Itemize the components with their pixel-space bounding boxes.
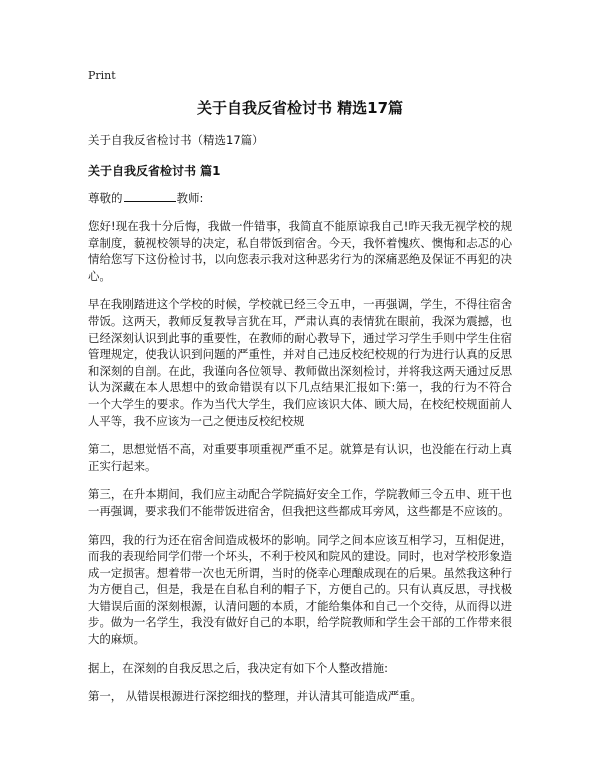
document-title: 关于自我反省检讨书 精选17篇 [196,99,404,117]
body-paragraph-1: 您好!现在我十分后悔，我做一件错事，我简直不能原谅我自己!昨天我无视学校的规章制度，藐视校领导的决定，私自带饭到宿舍。今天，我怀着愧疚、懊悔和忐忑的心情给您写下这份检讨书，以向您表示我对这种恶劣行为的深痛恶绝及保证不再犯的决心。 [88,219,512,283]
document-subtitle: 关于自我反省检讨书（精选17篇） [88,133,264,147]
greeting-line [88,190,512,206]
greeting-prefix: 尊敬的 [88,191,123,205]
body-paragraph-2: 早在我刚踏进这个学校的时候，学校就已经三令五申，一再强调，学生，不得往宿舍带饭。这两天，教师反复教导言犹在耳，严肃认真的表情犹在眼前，我深为震撼，也已经深刻认识到此事的重要性，在教师的耐心教导下，通过学习学生手则中学生住宿管理规定，使我认识到问题的严重性，并对自己违反校纪校规的行为进行认真的反思和深刻的自剖。在此，我谨向各位领导、教师做出深刻检讨，并将我这两天通过反思认为深藏在本人思想中的致命错误有以下几点结果汇报如下:第一，我的行为不符合一个大学生的要求。作为当代大学生，我们应该识大体、顾大局，在校纪校规面前人人平等，我不应该为一己之便违反校纪校规 [88,297,512,428]
body-paragraph-3: 第二，思想觉悟不高，对重要事项重视严重不足。就算是有认识，也没能在行动上真正实行起来。 [88,442,512,473]
greeting-suffix: 教师: [176,191,204,205]
section-title: 关于自我反省检讨书 篇1 [88,164,221,178]
body-paragraph-5: 第四，我的行为还在宿舍间造成极坏的影响。同学之间本应该互相学习，互相促进，而我的表现给同学们带一个坏头，不利于校风和院风的建设。同时，也对学校形象造成一定损害。想着带一次也无所谓，当时的侥幸心理酿成现在的后果。虽然我这种行为方便自己，但是，我是在自私自利的帽子下，方便自己的。只有认真反思，寻找极大错误后面的深刻根源，认清问题的本质，才能给集体和自己一个交待，从而得以进步。做为一名学生，我没有做好自己的本职，给学院教师和学生会干部的工作带来很大的麻烦。 [88,532,512,647]
body-paragraph-7: 第一， 从错误根源进行深挖细找的整理，并认清其可能造成严重。 [88,689,422,704]
print-label: Print [88,69,116,82]
document-page [88,68,512,717]
body-paragraph-4: 第三，在升本期间，我们应主动配合学院搞好安全工作，学院教师三令五申、班干也一再强调，要求我们不能带饭进宿舍，但我把这些都成耳旁风，这些都是不应该的。 [88,487,512,518]
name-blank-underline [124,190,176,202]
body-paragraph-6: 据上，在深刻的自我反思之后，我决定有如下个人整改措施: [88,660,388,675]
